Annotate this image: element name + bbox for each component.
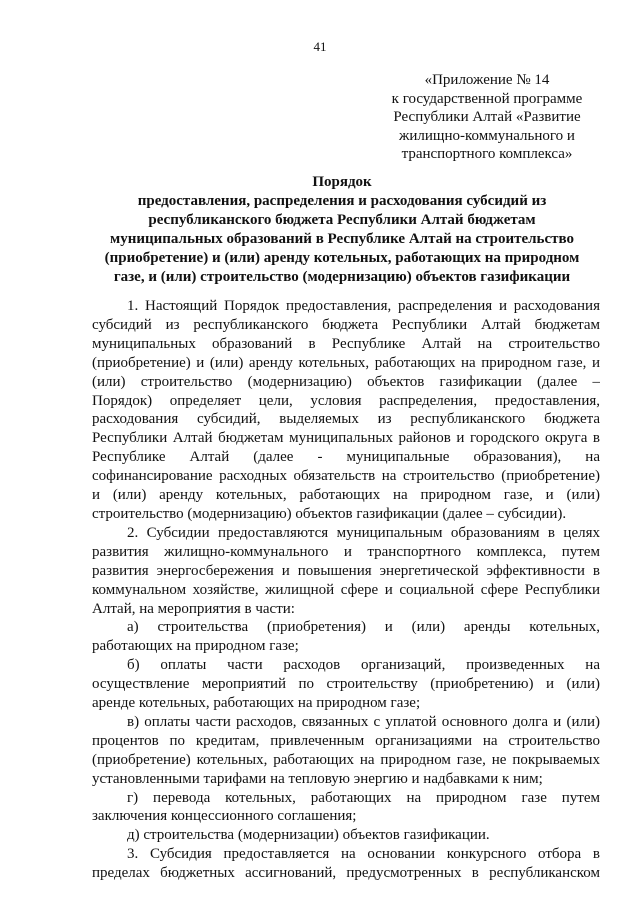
appendix-header bbox=[366, 71, 608, 164]
title-line: газе, и (или) строительство (модернизацию) объектов газификации bbox=[113, 269, 571, 285]
paragraph bbox=[92, 524, 600, 619]
paragraph-line: а) строительства (приобретения) и (или) аренды котельных, bbox=[127, 619, 600, 636]
paragraph-line: Республики Алтай бюджетам муниципальных районов и городского округа в bbox=[92, 430, 600, 447]
paragraph-line: (приобретение) котельных, работающих на природном газе, не покрываемых bbox=[92, 751, 600, 768]
paragraph-line: 3. Субсидия предоставляется на основании конкурсного отбора в bbox=[127, 846, 600, 863]
paragraph bbox=[92, 826, 600, 845]
paragraph bbox=[92, 656, 600, 713]
title-line: (приобретение) и (или) аренду котельных, работающих на природном bbox=[104, 250, 580, 266]
title-heading: Порядок bbox=[312, 174, 372, 190]
paragraph-line: строительство (модернизацию) объектов газификации (далее – субсидии). bbox=[92, 505, 567, 522]
paragraph-line: 1. Настоящий Порядок предоставления, распределения и расходования bbox=[127, 298, 600, 314]
paragraph-line: процентов по кредитам, привлеченным организациями на строительство bbox=[92, 732, 600, 749]
paragraph-line: расходования субсидий, выделяемых из республиканского бюджета bbox=[92, 411, 600, 428]
title-line: предоставления, распределения и расходования субсидий из bbox=[137, 193, 547, 209]
appendix-line: Республики Алтай «Развитие bbox=[393, 109, 581, 125]
paragraph-line: д) строительства (модернизации) объектов газификации. bbox=[127, 827, 490, 844]
appendix-line: к государственной программе bbox=[391, 90, 583, 107]
paragraph-line: софинансирование расходных обязательств на строительство (приобретение) bbox=[92, 468, 600, 485]
paragraph-line: развития жилищно-коммунального и транспортного комплекса, путем bbox=[92, 543, 600, 560]
paragraph-line: развития энергосбережения и повышения энергетической эффективности в bbox=[92, 562, 600, 579]
paragraph bbox=[92, 789, 600, 827]
page-number: 41 bbox=[313, 39, 327, 54]
paragraph-line: установленными тарифами на тепловую энергию и надбавками к ним; bbox=[92, 770, 543, 787]
document-title bbox=[92, 173, 592, 287]
paragraph-line: пределах бюджетных ассигнований, предусмотренных в республиканском bbox=[92, 865, 600, 882]
paragraph-line: и (или) аренду котельных, работающих на природном газе, и (или) bbox=[92, 487, 600, 504]
paragraph bbox=[92, 618, 600, 656]
paragraph bbox=[92, 713, 600, 789]
paragraph-line: работающих на природном газе; bbox=[92, 638, 299, 655]
paragraph bbox=[92, 297, 600, 524]
paragraph-line: (приобретение) и (или) аренду котельных, работающих на природном газе, и bbox=[92, 354, 600, 371]
paragraph-line: в) оплаты части расходов, связанных с уплатой основного долга и (или) bbox=[127, 713, 600, 730]
paragraph-line: Алтай, на мероприятия в части: bbox=[92, 600, 295, 617]
paragraph-line: 2. Субсидии предоставляются муниципальным образованиям в целях bbox=[127, 524, 600, 541]
paragraph-line: (или) строительство (модернизацию) объектов газификации (далее – bbox=[92, 373, 600, 390]
appendix-line: жилищно-коммунального и bbox=[399, 127, 575, 144]
appendix-line: «Приложение № 14 bbox=[424, 72, 550, 88]
paragraph-line: муниципальных образований в Республике Алтай на строительство bbox=[92, 335, 600, 352]
title-line: муниципальных образований в Республике Алтай на строительство bbox=[110, 231, 574, 247]
paragraph-line: б) оплаты части расходов организаций, произведенных на bbox=[127, 657, 600, 674]
appendix-line: транспортного комплекса» bbox=[401, 146, 573, 162]
paragraph-line: Порядок) определяет цели, условия распределения, предоставления, bbox=[92, 392, 600, 409]
body-text bbox=[92, 297, 600, 883]
paragraph-line: субсидий из республиканского бюджета Республики Алтай бюджетам bbox=[92, 316, 600, 333]
paragraph-line: г) перевода котельных, работающих на природном газе путем bbox=[127, 789, 600, 806]
title-line: республиканского бюджета Республики Алтай бюджетам bbox=[148, 212, 536, 228]
paragraph-line: коммунальном хозяйстве, жилищной сфере и социальной сфере Республики bbox=[92, 581, 600, 598]
paragraph-line: осуществление мероприятий по строительству (приобретению) и (или) bbox=[92, 676, 600, 693]
paragraph-line: заключения концессионного соглашения; bbox=[92, 808, 357, 825]
paragraph-line: Республике Алтай (далее - муниципальные образования), на bbox=[92, 449, 600, 466]
paragraph-line: аренде котельных, работающих на природном газе; bbox=[92, 695, 421, 712]
paragraph bbox=[92, 845, 600, 883]
